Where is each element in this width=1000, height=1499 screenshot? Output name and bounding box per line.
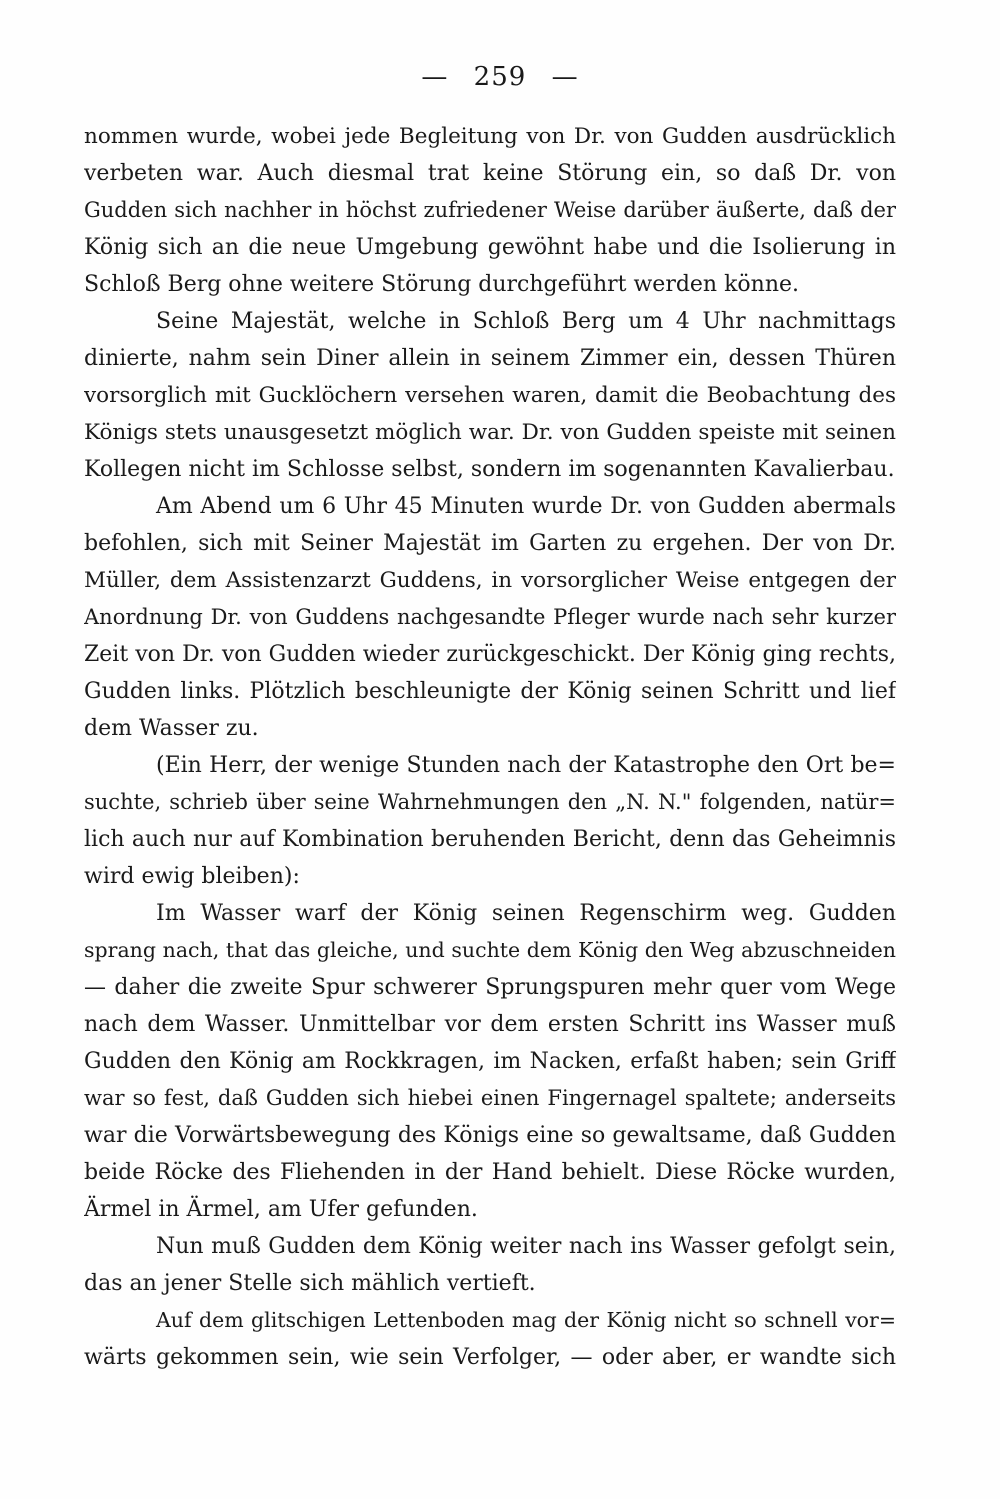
text-line: wärts gekommen sein, wie sein Verfolger, — oder aber, er wandte sich xyxy=(84,1345,896,1370)
text-line: dinierte, nahm sein Diner allein in seinem Zimmer ein, dessen Thüren xyxy=(84,346,896,371)
text-line: Im Wasser warf der König seinen Regenschirm weg. Gudden xyxy=(156,901,896,926)
text-line: Gudden sich nachher in höchst zufriedener Weise darüber äußerte, daß der xyxy=(84,198,896,222)
text-line: nommen wurde, wobei jede Begleitung von Dr. von Gudden ausdrücklich xyxy=(84,124,896,149)
text-line: befohlen, sich mit Seiner Majestät im Garten zu ergehen. Der von Dr. xyxy=(84,531,896,556)
text-line: nach dem Wasser. Unmittelbar vor dem ersten Schritt ins Wasser muß xyxy=(84,1012,896,1037)
page-number-header xyxy=(0,62,1000,92)
text-line: Müller, dem Assistenzarzt Guddens, in vorsorglicher Weise entgegen der xyxy=(84,568,896,593)
text-line: Nun muß Gudden dem König weiter nach ins Wasser gefolgt sein, xyxy=(156,1234,896,1259)
text-line: war die Vorwärtsbewegung des Königs eine so gewaltsame, daß Gudden xyxy=(84,1123,896,1148)
text-line: vorsorglich mit Gucklöchern versehen waren, damit die Beobachtung des xyxy=(84,383,896,408)
text-line: König sich an die neue Umgebung gewöhnt habe und die Isolierung in xyxy=(84,235,896,260)
text-line: war so fest, daß Gudden sich hiebei einen Fingernagel spaltete; anderseits xyxy=(84,1086,896,1110)
text-line: Ärmel in Ärmel, am Ufer gefunden. xyxy=(84,1197,478,1222)
text-line: sprang nach, that das gleiche, und suchte dem König den Weg abzuschneiden xyxy=(84,938,896,962)
text-line: verbeten war. Auch diesmal trat keine Störung ein, so daß Dr. von xyxy=(84,161,896,186)
text-line: lich auch nur auf Kombination beruhenden Bericht, denn das Geheimnis xyxy=(84,827,896,852)
page-number-dash-right: — xyxy=(551,62,579,92)
text-line: Königs stets unausgesetzt möglich war. Dr. von Gudden speiste mit seinen xyxy=(84,420,896,445)
text-line: das an jener Stelle sich mählich vertieft. xyxy=(84,1271,536,1296)
text-line: Gudden den König am Rockkragen, im Nacken, erfaßt haben; sein Griff xyxy=(84,1049,896,1074)
text-line: Seine Majestät, welche in Schloß Berg um 4 Uhr nachmittags xyxy=(156,309,896,334)
text-line: Gudden links. Plötzlich beschleunigte der König seinen Schritt und lief xyxy=(84,679,896,704)
text-line: Zeit von Dr. von Gudden wieder zurückgeschickt. Der König ging rechts, xyxy=(84,642,896,667)
text-line: Kollegen nicht im Schlosse selbst, sondern im sogenannten Kavalierbau. xyxy=(84,457,895,482)
text-line: — daher die zweite Spur schwerer Sprungspuren mehr quer vom Wege xyxy=(84,975,896,1000)
text-line: Am Abend um 6 Uhr 45 Minuten wurde Dr. von Gudden abermals xyxy=(156,494,896,519)
text-line: wird ewig bleiben): xyxy=(84,864,300,889)
body-text xyxy=(84,118,896,1376)
text-line: suchte, schrieb über seine Wahrnehmungen den „N. N." folgenden, natür= xyxy=(84,790,896,814)
text-line: dem Wasser zu. xyxy=(84,716,259,741)
text-line: (Ein Herr, der wenige Stunden nach der Katastrophe den Ort be= xyxy=(156,753,896,778)
text-line: beide Röcke des Fliehenden in der Hand behielt. Diese Röcke wurden, xyxy=(84,1160,896,1185)
page-number: 259 xyxy=(473,62,527,92)
text-line: Schloß Berg ohne weitere Störung durchgeführt werden könne. xyxy=(84,272,800,297)
page-number-dash-left: — xyxy=(421,62,449,92)
text-line: Auf dem glitschigen Lettenboden mag der König nicht so schnell vor= xyxy=(156,1308,896,1332)
text-line: Anordnung Dr. von Guddens nachgesandte Pfleger wurde nach sehr kurzer xyxy=(84,605,896,629)
